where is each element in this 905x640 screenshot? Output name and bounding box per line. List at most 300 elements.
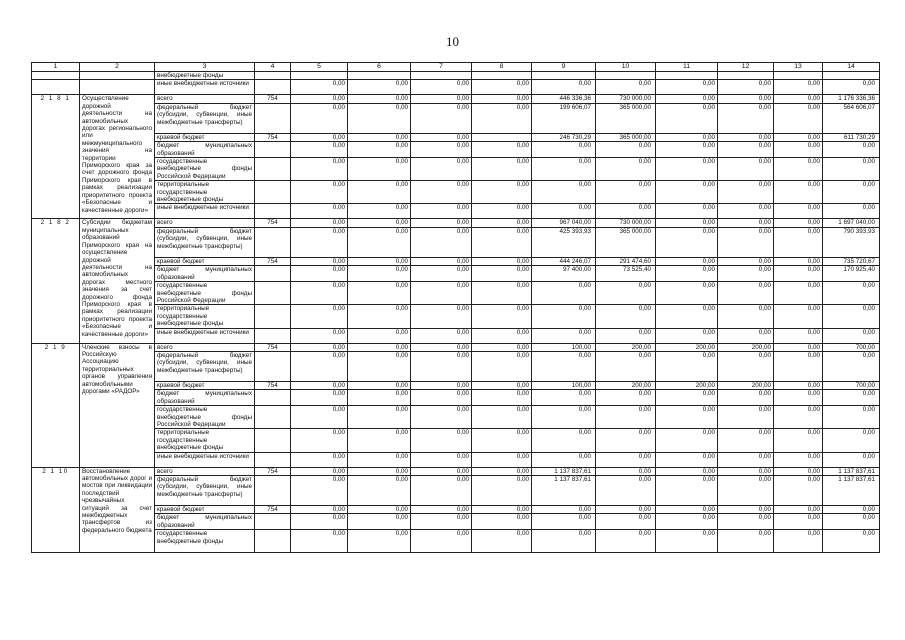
value-cell: 0,00	[774, 514, 823, 530]
value-cell: 0,00	[823, 142, 880, 158]
value-cell: 0,00	[823, 204, 880, 219]
col4-cell: 754	[255, 257, 291, 265]
value-cell: 0,00	[718, 266, 774, 282]
value-cell: 200,00	[596, 381, 656, 389]
table-row	[32, 452, 880, 467]
value-cell: 0,00	[823, 530, 880, 553]
value-cell: 0,00	[596, 328, 656, 343]
value-cell: 0,00	[718, 142, 774, 158]
value-cell: 0,00	[532, 282, 596, 305]
value-cell: 967 040,00	[532, 219, 596, 227]
col4-cell	[255, 227, 291, 257]
table-row	[32, 506, 880, 514]
value-cell: 0,00	[411, 305, 472, 328]
value-cell: 0,00	[291, 257, 348, 265]
value-cell: 0,00	[774, 343, 823, 351]
value-cell: 0,00	[291, 80, 348, 95]
value-cell: 0,00	[718, 80, 774, 95]
value-cell: 0,00	[718, 133, 774, 141]
value-cell: 0,00	[823, 406, 880, 429]
source-cell: краевой бюджет	[155, 506, 255, 514]
name-cell	[80, 80, 155, 95]
table-row	[32, 103, 880, 133]
value-cell: 0,00	[656, 282, 718, 305]
header-row	[32, 63, 880, 72]
table-row	[32, 204, 880, 219]
value-cell: 0,00	[774, 467, 823, 475]
value-cell: 0,00	[656, 328, 718, 343]
value-cell: 0,00	[472, 282, 532, 305]
value-cell: 0,00	[411, 506, 472, 514]
value-cell: 0,00	[774, 103, 823, 133]
value-cell	[348, 72, 411, 80]
value-cell: 0,00	[472, 227, 532, 257]
table-row	[32, 219, 880, 227]
value-cell: 0,00	[411, 103, 472, 133]
value-cell: 0,00	[348, 406, 411, 429]
value-cell: 0,00	[823, 351, 880, 381]
value-cell: 0,00	[348, 103, 411, 133]
value-cell: 0,00	[291, 381, 348, 389]
value-cell: 0,00	[532, 506, 596, 514]
value-cell: 0,00	[348, 181, 411, 204]
value-cell: 200,00	[718, 343, 774, 351]
table-row	[32, 305, 880, 328]
value-cell	[823, 72, 880, 80]
value-cell: 0,00	[774, 406, 823, 429]
value-cell: 0,00	[596, 390, 656, 406]
value-cell: 0,00	[411, 95, 472, 103]
value-cell: 100,00	[532, 343, 596, 351]
value-cell: 0,00	[774, 142, 823, 158]
value-cell: 0,00	[656, 476, 718, 506]
value-cell: 1 137 837,61	[823, 467, 880, 475]
value-cell: 0,00	[718, 467, 774, 475]
table-row	[32, 343, 880, 351]
row-code: 2 1 9	[32, 343, 80, 467]
header-cell: 10	[596, 63, 656, 72]
value-cell	[656, 72, 718, 80]
source-cell: бюджет муниципальных образований	[155, 514, 255, 530]
value-cell: 200,00	[718, 381, 774, 389]
table-row	[32, 142, 880, 158]
value-cell: 0,00	[656, 219, 718, 227]
table-row	[32, 282, 880, 305]
value-cell: 0,00	[291, 103, 348, 133]
value-cell: 170 925,40	[823, 266, 880, 282]
value-cell: 0,00	[656, 95, 718, 103]
value-cell: 0,00	[348, 133, 411, 141]
value-cell: 0,00	[774, 204, 823, 219]
budget-table	[31, 62, 880, 553]
source-cell: государственные внебюджетные фонды	[155, 530, 255, 553]
value-cell: 0,00	[472, 158, 532, 181]
value-cell: 365 000,00	[596, 103, 656, 133]
value-cell: 0,00	[656, 266, 718, 282]
value-cell: 0,00	[718, 227, 774, 257]
value-cell: 0,00	[291, 158, 348, 181]
value-cell: 0,00	[348, 506, 411, 514]
value-cell: 0,00	[411, 142, 472, 158]
value-cell: 0,00	[291, 133, 348, 141]
table-body	[32, 72, 880, 553]
value-cell	[472, 72, 532, 80]
page-number: 10	[446, 34, 459, 49]
source-cell: иные внебюджетные источники	[155, 452, 255, 467]
value-cell: 700,00	[823, 381, 880, 389]
col4-cell	[255, 351, 291, 381]
table-row	[32, 133, 880, 141]
value-cell: 0,00	[472, 204, 532, 219]
value-cell: 0,00	[718, 514, 774, 530]
value-cell: 0,00	[823, 506, 880, 514]
value-cell	[291, 72, 348, 80]
source-cell: государственные внебюджетные фонды Российской Федерации	[155, 282, 255, 305]
value-cell: 0,00	[718, 305, 774, 328]
table-row	[32, 328, 880, 343]
source-cell: федеральный бюджет (субсидии, субвенции, иные межбюджетные трансферты)	[155, 227, 255, 257]
value-cell: 0,00	[348, 452, 411, 467]
header-cell: 7	[411, 63, 472, 72]
value-cell: 0,00	[656, 506, 718, 514]
value-cell: 0,00	[774, 181, 823, 204]
col4-cell	[255, 282, 291, 305]
value-cell: 1 697 040,00	[823, 219, 880, 227]
header-cell: 13	[774, 63, 823, 72]
value-cell: 0,00	[472, 351, 532, 381]
value-cell: 0,00	[823, 80, 880, 95]
value-cell: 0,00	[472, 305, 532, 328]
value-cell: 0,00	[656, 406, 718, 429]
value-cell: 0,00	[774, 80, 823, 95]
col4-cell	[255, 142, 291, 158]
value-cell: 0,00	[411, 476, 472, 506]
value-cell: 0,00	[718, 476, 774, 506]
value-cell: 0,00	[348, 227, 411, 257]
value-cell	[774, 72, 823, 80]
value-cell: 0,00	[656, 530, 718, 553]
value-cell: 0,00	[472, 452, 532, 467]
value-cell: 0,00	[291, 506, 348, 514]
source-cell: территориальные государственные внебюджетные фонды	[155, 305, 255, 328]
value-cell: 0,00	[472, 80, 532, 95]
source-cell: краевой бюджет	[155, 381, 255, 389]
value-cell: 0,00	[291, 282, 348, 305]
value-cell: 0,00	[718, 328, 774, 343]
value-cell: 0,00	[291, 351, 348, 381]
value-cell: 0,00	[291, 328, 348, 343]
value-cell: 0,00	[291, 476, 348, 506]
col4-cell	[255, 305, 291, 328]
value-cell: 0,00	[348, 158, 411, 181]
value-cell: 0,00	[532, 351, 596, 381]
value-cell: 0,00	[656, 429, 718, 452]
value-cell: 0,00	[774, 219, 823, 227]
value-cell: 0,00	[656, 514, 718, 530]
value-cell: 0,00	[596, 282, 656, 305]
table-row	[32, 467, 880, 475]
value-cell: 0,00	[472, 530, 532, 553]
value-cell: 0,00	[348, 530, 411, 553]
col4-cell	[255, 429, 291, 452]
value-cell: 0,00	[532, 142, 596, 158]
table-row	[32, 514, 880, 530]
value-cell	[472, 133, 532, 141]
value-cell: 0,00	[411, 390, 472, 406]
header-cell: 12	[718, 63, 774, 72]
value-cell: 0,00	[411, 514, 472, 530]
source-cell: бюджет муниципальных образований	[155, 142, 255, 158]
col4-cell	[255, 204, 291, 219]
value-cell: 0,00	[291, 429, 348, 452]
value-cell: 0,00	[348, 257, 411, 265]
value-cell: 0,00	[656, 133, 718, 141]
header-cell: 4	[255, 63, 291, 72]
value-cell: 0,00	[348, 219, 411, 227]
value-cell: 0,00	[472, 467, 532, 475]
value-cell: 0,00	[472, 381, 532, 389]
table-row	[32, 381, 880, 389]
value-cell: 0,00	[348, 429, 411, 452]
value-cell: 0,00	[774, 381, 823, 389]
value-cell: 0,00	[596, 80, 656, 95]
table-row	[32, 95, 880, 103]
value-cell: 0,00	[472, 506, 532, 514]
value-cell: 444 246,07	[532, 257, 596, 265]
header-cell: 1	[32, 63, 80, 72]
value-cell: 0,00	[596, 406, 656, 429]
value-cell	[411, 72, 472, 80]
value-cell: 0,00	[532, 429, 596, 452]
table-row	[32, 227, 880, 257]
value-cell: 0,00	[348, 266, 411, 282]
value-cell: 0,00	[532, 406, 596, 429]
value-cell: 365 000,00	[596, 133, 656, 141]
value-cell: 0,00	[596, 506, 656, 514]
row-code: 2 1 8 1	[32, 95, 80, 219]
value-cell: 0,00	[472, 142, 532, 158]
value-cell: 0,00	[596, 142, 656, 158]
value-cell: 0,00	[656, 257, 718, 265]
value-cell: 0,00	[411, 158, 472, 181]
value-cell: 0,00	[411, 282, 472, 305]
table-row	[32, 530, 880, 553]
name-cell	[80, 72, 155, 80]
value-cell: 0,00	[596, 476, 656, 506]
value-cell: 1 137 837,61	[532, 467, 596, 475]
value-cell: 0,00	[596, 158, 656, 181]
value-cell: 0,00	[774, 158, 823, 181]
value-cell: 0,00	[718, 95, 774, 103]
col4-cell: 754	[255, 381, 291, 389]
value-cell: 0,00	[718, 103, 774, 133]
col4-cell: 754	[255, 506, 291, 514]
value-cell: 0,00	[291, 204, 348, 219]
source-cell: краевой бюджет	[155, 257, 255, 265]
table-row	[32, 72, 880, 80]
value-cell: 0,00	[472, 514, 532, 530]
value-cell: 564 606,07	[823, 103, 880, 133]
value-cell: 0,00	[348, 467, 411, 475]
value-cell	[718, 72, 774, 80]
source-cell: всего	[155, 219, 255, 227]
col4-cell: 754	[255, 467, 291, 475]
value-cell: 0,00	[718, 530, 774, 553]
header-cell: 5	[291, 63, 348, 72]
value-cell: 0,00	[656, 305, 718, 328]
value-cell: 0,00	[411, 381, 472, 389]
value-cell: 0,00	[596, 181, 656, 204]
table-row	[32, 181, 880, 204]
value-cell: 446 336,36	[532, 95, 596, 103]
table-row	[32, 158, 880, 181]
value-cell: 0,00	[718, 219, 774, 227]
value-cell: 0,00	[656, 80, 718, 95]
value-cell: 0,00	[291, 181, 348, 204]
value-cell: 0,00	[348, 476, 411, 506]
value-cell: 0,00	[718, 257, 774, 265]
col4-cell: 754	[255, 343, 291, 351]
value-cell: 1 137 837,61	[532, 476, 596, 506]
value-cell: 0,00	[348, 80, 411, 95]
header-cell: 6	[348, 63, 411, 72]
value-cell: 0,00	[656, 351, 718, 381]
value-cell: 0,00	[348, 343, 411, 351]
value-cell: 0,00	[774, 351, 823, 381]
value-cell: 700,00	[823, 343, 880, 351]
value-cell: 0,00	[411, 429, 472, 452]
value-cell: 0,00	[291, 305, 348, 328]
value-cell: 0,00	[596, 467, 656, 475]
value-cell: 0,00	[774, 227, 823, 257]
value-cell: 0,00	[411, 351, 472, 381]
row-code: 2 1 10	[32, 467, 80, 553]
value-cell: 0,00	[291, 530, 348, 553]
value-cell: 0,00	[823, 514, 880, 530]
value-cell: 1 176 336,36	[823, 95, 880, 103]
value-cell: 0,00	[472, 219, 532, 227]
measure-name: Осуществление дорожной деятельности на автомобильных дорогах регионального или межмуниципального значения на территории Приморского края за счет дорожного фонда Приморского края в рамках реализации приоритетного проекта «Безопасные и качественные дороги»	[80, 95, 155, 219]
value-cell: 0,00	[411, 257, 472, 265]
value-cell: 0,00	[774, 282, 823, 305]
value-cell: 0,00	[291, 452, 348, 467]
value-cell: 0,00	[718, 181, 774, 204]
value-cell: 0,00	[411, 204, 472, 219]
table-row	[32, 266, 880, 282]
value-cell: 0,00	[348, 351, 411, 381]
value-cell: 0,00	[411, 80, 472, 95]
value-cell: 0,00	[411, 406, 472, 429]
table-row	[32, 257, 880, 265]
header-cell: 8	[472, 63, 532, 72]
value-cell: 0,00	[348, 514, 411, 530]
value-cell: 0,00	[823, 328, 880, 343]
measure-name: Восстановление автомобильных дорог и мостов при ликвидации последствий чрезвычайных ситуаций за счет межбюджетных трансфертов из федерального бюджета	[80, 467, 155, 553]
value-cell: 291 474,60	[596, 257, 656, 265]
source-cell: иные внебюджетные источники	[155, 328, 255, 343]
value-cell: 0,00	[532, 452, 596, 467]
value-cell: 0,00	[656, 227, 718, 257]
table-row	[32, 406, 880, 429]
value-cell: 0,00	[291, 227, 348, 257]
value-cell: 0,00	[718, 452, 774, 467]
col4-cell	[255, 390, 291, 406]
value-cell: 0,00	[718, 158, 774, 181]
measure-name: Членские взносы в Российскую Ассоциацию территориальных органов управления автомобильными дорогами «РАДОР»	[80, 343, 155, 467]
value-cell: 0,00	[472, 266, 532, 282]
col4-cell	[255, 530, 291, 553]
col4-cell: 754	[255, 219, 291, 227]
col4-cell	[255, 80, 291, 95]
value-cell: 0,00	[291, 390, 348, 406]
value-cell: 0,00	[291, 467, 348, 475]
value-cell: 0,00	[291, 406, 348, 429]
value-cell: 0,00	[596, 514, 656, 530]
value-cell: 0,00	[411, 343, 472, 351]
value-cell: 0,00	[656, 158, 718, 181]
source-cell: федеральный бюджет (субсидии, субвенции, иные межбюджетные трансферты)	[155, 476, 255, 506]
header-cell: 11	[656, 63, 718, 72]
value-cell: 0,00	[291, 95, 348, 103]
value-cell: 0,00	[348, 282, 411, 305]
col4-cell	[255, 476, 291, 506]
value-cell: 200,00	[656, 381, 718, 389]
value-cell: 425 393,93	[532, 227, 596, 257]
value-cell: 0,00	[472, 95, 532, 103]
value-cell: 0,00	[532, 328, 596, 343]
value-cell: 0,00	[532, 305, 596, 328]
header-cell: 3	[155, 63, 255, 72]
value-cell: 0,00	[348, 390, 411, 406]
source-cell: иные внебюджетные источники	[155, 204, 255, 219]
value-cell: 0,00	[291, 514, 348, 530]
col4-cell	[255, 406, 291, 429]
value-cell: 0,00	[472, 103, 532, 133]
value-cell: 0,00	[291, 219, 348, 227]
col4-cell	[255, 103, 291, 133]
value-cell: 611 730,29	[823, 133, 880, 141]
col4-cell	[255, 266, 291, 282]
value-cell: 0,00	[774, 506, 823, 514]
source-cell: иные внебюджетные источники	[155, 80, 255, 95]
value-cell: 0,00	[348, 328, 411, 343]
value-cell: 0,00	[774, 257, 823, 265]
measure-name: Субсидии бюджетам муниципальных образований Приморского края на осуществление дорожной деятельности на автомобильных дорогах местного значения за счет дорожного фонда Приморского края в рамках реализации приоритетного проекта «Безопасные и качественные дороги»	[80, 219, 155, 343]
value-cell: 0,00	[532, 514, 596, 530]
value-cell: 0,00	[774, 95, 823, 103]
value-cell: 0,00	[348, 142, 411, 158]
value-cell: 0,00	[411, 219, 472, 227]
value-cell: 0,00	[774, 429, 823, 452]
value-cell: 0,00	[718, 406, 774, 429]
value-cell	[596, 72, 656, 80]
value-cell: 0,00	[823, 282, 880, 305]
value-cell: 100,00	[532, 381, 596, 389]
value-cell: 735 720,67	[823, 257, 880, 265]
col4-cell	[255, 72, 291, 80]
table-row	[32, 390, 880, 406]
col4-cell	[255, 514, 291, 530]
source-cell: государственные внебюджетные фонды Российской Федерации	[155, 406, 255, 429]
value-cell: 246 730,29	[532, 133, 596, 141]
source-cell: государственные внебюджетные фонды Российской Федерации	[155, 158, 255, 181]
value-cell: 790 393,93	[823, 227, 880, 257]
value-cell: 0,00	[532, 530, 596, 553]
value-cell: 365 000,00	[596, 227, 656, 257]
value-cell: 0,00	[472, 328, 532, 343]
col4-cell	[255, 181, 291, 204]
source-cell: федеральный бюджет (субсидии, субвенции, иные межбюджетные трансферты)	[155, 103, 255, 133]
